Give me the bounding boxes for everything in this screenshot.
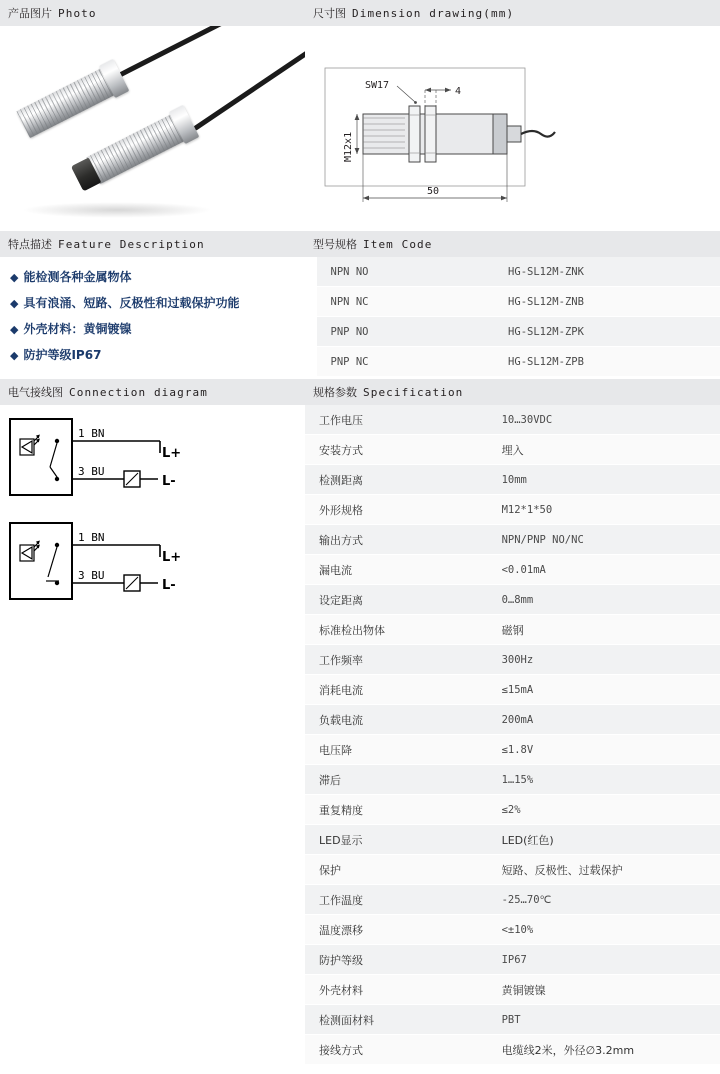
photo-header-cn: 产品图片 [8, 7, 52, 20]
spec-name: 重复精度 [305, 795, 488, 825]
connection-spec-row [0, 405, 720, 1065]
specification-header-en: Specification [363, 385, 464, 399]
spec-value: LED(红色) [488, 825, 720, 855]
diamond-icon: ◆ [10, 349, 19, 362]
dimension-header-cn: 尺寸图 [313, 7, 346, 20]
feature-text: 能检测各种金属物体 [23, 270, 132, 284]
sensor-cable-upper [118, 26, 227, 78]
spec-name: 输出方式 [305, 525, 488, 555]
table-row [305, 825, 720, 855]
specification-section-header [305, 379, 720, 405]
spec-value: 埋入 [488, 435, 720, 465]
spec-name: 设定距离 [305, 585, 488, 615]
wiring-diagrams [0, 405, 305, 655]
feature-itemcode-header-row [0, 231, 720, 257]
spec-name: 温度漂移 [305, 915, 488, 945]
svg-text:4: 4 [455, 86, 462, 97]
feature-text: 防护等级IP67 [23, 348, 102, 362]
spec-value: <±10% [488, 915, 720, 945]
connection-section-header [0, 379, 305, 405]
photo-section-header [0, 0, 305, 26]
dimension-header-en: Dimension drawing(mm) [352, 6, 515, 20]
photo-dimension-row [0, 26, 720, 231]
item-code: HG-SL12M-ZPB [494, 347, 720, 377]
spec-value: ≤15mA [488, 675, 720, 705]
feature-itemcode-row [0, 257, 720, 379]
svg-text:L-: L- [162, 474, 176, 489]
item-type: PNP NC [317, 347, 495, 377]
sensor-thread-lower [86, 114, 185, 184]
diamond-icon: ◆ [10, 271, 19, 284]
wiring-diagram-svg [0, 405, 305, 655]
table-row [305, 435, 720, 465]
dimension-section-header [305, 0, 720, 26]
diamond-icon: ◆ [10, 323, 19, 336]
spec-name: 保护 [305, 855, 488, 885]
spec-name: 外形规格 [305, 495, 488, 525]
feature-text: 外壳材料：黄铜镀镍 [23, 322, 132, 336]
spec-value: 200mA [488, 705, 720, 735]
table-row [317, 347, 720, 377]
feature-item [10, 347, 307, 364]
svg-text:3 BU: 3 BU [78, 569, 105, 582]
spec-name: 接线方式 [305, 1035, 488, 1065]
table-row [305, 675, 720, 705]
spec-name: 工作频率 [305, 645, 488, 675]
feature-text: 具有浪涌、短路、反极性和过载保护功能 [23, 296, 240, 310]
item-code: HG-SL12M-ZNB [494, 287, 720, 317]
product-photo [0, 26, 305, 231]
spec-value: 10…30VDC [488, 405, 720, 435]
item-code-table-wrap [317, 257, 720, 379]
connection-spec-header-row [0, 379, 720, 405]
table-row [305, 1005, 720, 1035]
photo-shadow [22, 202, 212, 218]
spec-value: 10mm [488, 465, 720, 495]
item-type: NPN NC [317, 287, 495, 317]
specification-table-wrap [305, 405, 720, 1065]
table-row [305, 855, 720, 885]
spec-value: M12*1*50 [488, 495, 720, 525]
table-row [305, 975, 720, 1005]
table-row [305, 405, 720, 435]
photo-header-en: Photo [58, 6, 97, 20]
svg-text:SW17: SW17 [365, 80, 390, 91]
table-row [317, 287, 720, 317]
spec-name: 电压降 [305, 735, 488, 765]
table-row [305, 645, 720, 675]
itemcode-header-en: Item Code [363, 237, 433, 251]
spec-value: <0.01mA [488, 555, 720, 585]
spec-name: 标准检出物体 [305, 615, 488, 645]
spec-value: 1…15% [488, 765, 720, 795]
feature-item [10, 295, 307, 312]
feature-list [0, 257, 317, 379]
spec-name: 检测距离 [305, 465, 488, 495]
connection-header-en: Connection diagram [69, 385, 209, 399]
spec-value: ≤2% [488, 795, 720, 825]
sensor-body-upper [16, 68, 115, 138]
spec-value: NPN/PNP NO/NC [488, 525, 720, 555]
table-row [305, 705, 720, 735]
spec-name: 负载电流 [305, 705, 488, 735]
svg-text:L+: L+ [162, 550, 182, 565]
table-row [305, 555, 720, 585]
table-row [305, 735, 720, 765]
svg-text:3 BU: 3 BU [78, 465, 105, 478]
table-row [317, 257, 720, 287]
svg-text:L-: L- [162, 578, 176, 593]
table-row [305, 585, 720, 615]
feature-item [10, 269, 307, 286]
feature-item [10, 321, 307, 338]
table-row [305, 945, 720, 975]
table-row [305, 795, 720, 825]
table-row [305, 525, 720, 555]
spec-name: 滞后 [305, 765, 488, 795]
dimension-drawing-svg [305, 26, 720, 231]
spec-name: 安装方式 [305, 435, 488, 465]
table-row [305, 1035, 720, 1065]
sensor-body-lower [86, 114, 185, 184]
spec-name: 工作温度 [305, 885, 488, 915]
spec-name: 检测面材料 [305, 1005, 488, 1035]
specification-header-cn: 规格参数 [313, 386, 357, 399]
spec-value: ≤1.8V [488, 735, 720, 765]
spec-value: IP67 [488, 945, 720, 975]
svg-text:1 BN: 1 BN [78, 427, 105, 440]
spec-value: 黄铜镀镍 [488, 975, 720, 1005]
itemcode-header-cn: 型号规格 [313, 238, 357, 251]
spec-value: -25…70℃ [488, 885, 720, 915]
table-row [305, 765, 720, 795]
top-header-row [0, 0, 720, 26]
svg-text:1 BN: 1 BN [78, 531, 105, 544]
specification-table [305, 405, 720, 1065]
table-row [305, 465, 720, 495]
spec-value: 电缆线2米，外径∅3.2mm [488, 1035, 720, 1065]
table-row [305, 915, 720, 945]
dimension-drawing [305, 26, 720, 231]
table-row [305, 885, 720, 915]
spec-value: PBT [488, 1005, 720, 1035]
itemcode-section-header [305, 231, 720, 257]
svg-text:L+: L+ [162, 446, 182, 461]
spec-value: 300Hz [488, 645, 720, 675]
item-code: HG-SL12M-ZNK [494, 257, 720, 287]
item-type: NPN NO [317, 257, 495, 287]
spec-value: 磁钢 [488, 615, 720, 645]
svg-text:50: 50 [427, 186, 440, 197]
table-row [317, 317, 720, 347]
connection-header-cn: 电气接线图 [8, 386, 63, 399]
feature-header-cn: 特点描述 [8, 238, 52, 251]
feature-section-header [0, 231, 305, 257]
sensor-image-upper [16, 68, 115, 138]
svg-text:M12x1: M12x1 [343, 131, 354, 162]
diamond-icon: ◆ [10, 297, 19, 310]
item-type: PNP NO [317, 317, 495, 347]
spec-name: LED显示 [305, 825, 488, 855]
sensor-cable-lower [192, 43, 305, 131]
spec-value: 短路、反极性、过载保护 [488, 855, 720, 885]
spec-name: 防护等级 [305, 945, 488, 975]
item-code-table [317, 257, 720, 377]
spec-name: 消耗电流 [305, 675, 488, 705]
sensor-image-lower [86, 114, 185, 184]
spec-name: 漏电流 [305, 555, 488, 585]
spec-name: 工作电压 [305, 405, 488, 435]
spec-name: 外壳材料 [305, 975, 488, 1005]
spec-value: 0…8mm [488, 585, 720, 615]
table-row [305, 615, 720, 645]
sensor-thread-upper [16, 68, 115, 138]
feature-header-en: Feature Description [58, 237, 205, 251]
table-row [305, 495, 720, 525]
item-code: HG-SL12M-ZPK [494, 317, 720, 347]
